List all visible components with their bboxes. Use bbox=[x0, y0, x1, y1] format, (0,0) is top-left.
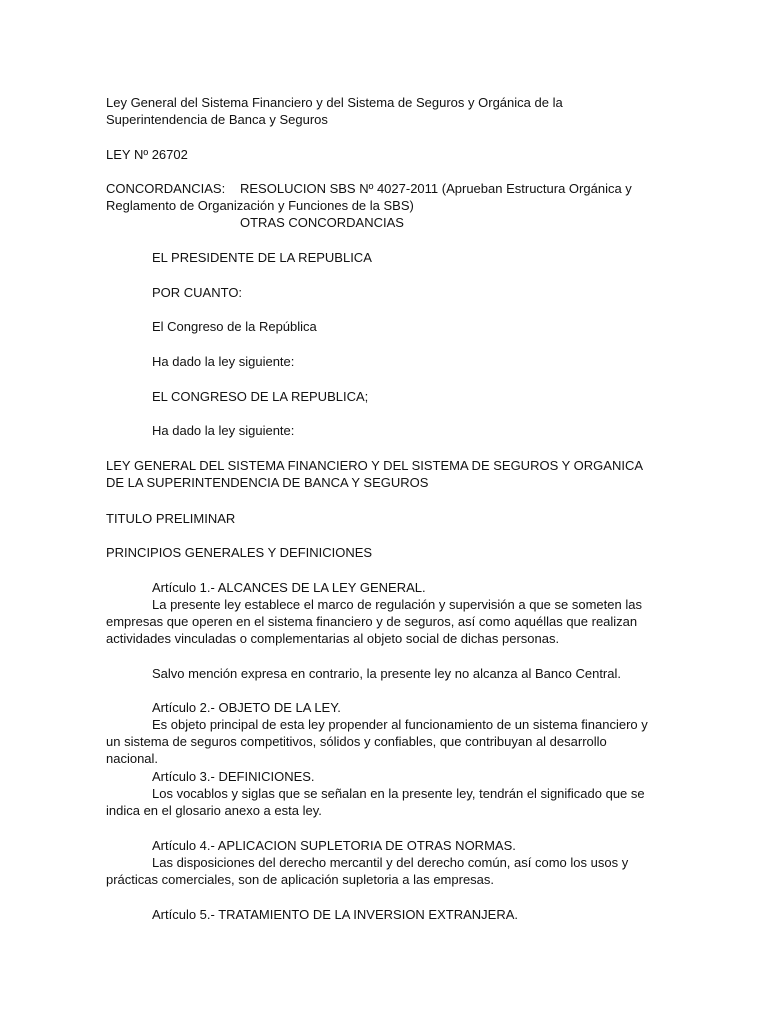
article-2 bbox=[106, 699, 662, 767]
preamble-congreso-upper: EL CONGRESO DE LA REPUBLICA; bbox=[152, 389, 369, 404]
titulo-preliminar: TITULO PRELIMINAR bbox=[106, 511, 236, 526]
article-5 bbox=[106, 906, 662, 923]
article-heading: Artículo 1.- ALCANCES DE LA LEY GENERAL. bbox=[152, 580, 426, 595]
article-body: Las disposiciones del derecho mercantil y del derecho común, así como los usos y prácticas comerciales, son de aplicación supletoria a las empresas. bbox=[106, 855, 629, 887]
preamble-por-cuanto: POR CUANTO: bbox=[152, 285, 243, 300]
article-heading: Artículo 3.- DEFINICIONES. bbox=[152, 769, 315, 784]
article-body: La presente ley establece el marco de regulación y supervisión a que se someten las empresas que operen en el sistema financiero y de seguros, así como aquéllas que realizan actividades vinculadas o complementarias al objeto social de dichas personas. bbox=[106, 597, 642, 646]
article-body: Los vocablos y siglas que se señalan en la presente ley, tendrán el significado que se indica en el glosario anexo a esta ley. bbox=[106, 786, 645, 818]
preamble-ha-dado-2: Ha dado la ley siguiente: bbox=[152, 423, 295, 438]
law-number: LEY Nº 26702 bbox=[106, 147, 188, 162]
article-1 bbox=[106, 579, 662, 647]
article-heading: Artículo 5.- TRATAMIENTO DE LA INVERSION EXTRANJERA. bbox=[152, 907, 519, 922]
law-title-upper: LEY GENERAL DEL SISTEMA FINANCIERO Y DEL SISTEMA DE SEGUROS Y ORGANICA DE LA SUPERINTENDENCIA DE BANCA Y SEGUROS bbox=[106, 458, 643, 490]
preamble-congreso: El Congreso de la República bbox=[152, 319, 317, 334]
article-heading: Artículo 4.- APLICACION SUPLETORIA DE OTRAS NORMAS. bbox=[152, 838, 516, 853]
document-title: Ley General del Sistema Financiero y del Sistema de Seguros y Orgánica de la Superintendencia de Banca y Seguros bbox=[106, 95, 563, 127]
preamble-ha-dado-1: Ha dado la ley siguiente: bbox=[152, 354, 295, 369]
concordancias-label: CONCORDANCIAS: bbox=[106, 181, 226, 196]
concordancias-block bbox=[106, 180, 662, 231]
article-heading: Artículo 2.- OBJETO DE LA LEY. bbox=[152, 700, 341, 715]
article-3 bbox=[106, 768, 662, 819]
principios-heading: PRINCIPIOS GENERALES Y DEFINICIONES bbox=[106, 545, 373, 560]
otras-concordancias-link[interactable]: OTRAS CONCORDANCIAS bbox=[240, 215, 404, 230]
preamble-presidente: EL PRESIDENTE DE LA REPUBLICA bbox=[152, 250, 372, 265]
article-body: Es objeto principal de esta ley propender al funcionamiento de un sistema financiero y un sistema de seguros competitivos, sólidos y confiables, que contribuyan al desarrollo nacional. bbox=[106, 717, 648, 766]
article-1-extra: Salvo mención expresa en contrario, la presente ley no alcanza al Banco Central. bbox=[152, 666, 621, 681]
concordancias-resolution-link[interactable]: RESOLUCION SBS Nº 4027-2011 (Aprueban Estructura Orgánica y Reglamento de Organización y Funciones de la SBS) bbox=[106, 181, 632, 213]
article-4 bbox=[106, 837, 662, 888]
